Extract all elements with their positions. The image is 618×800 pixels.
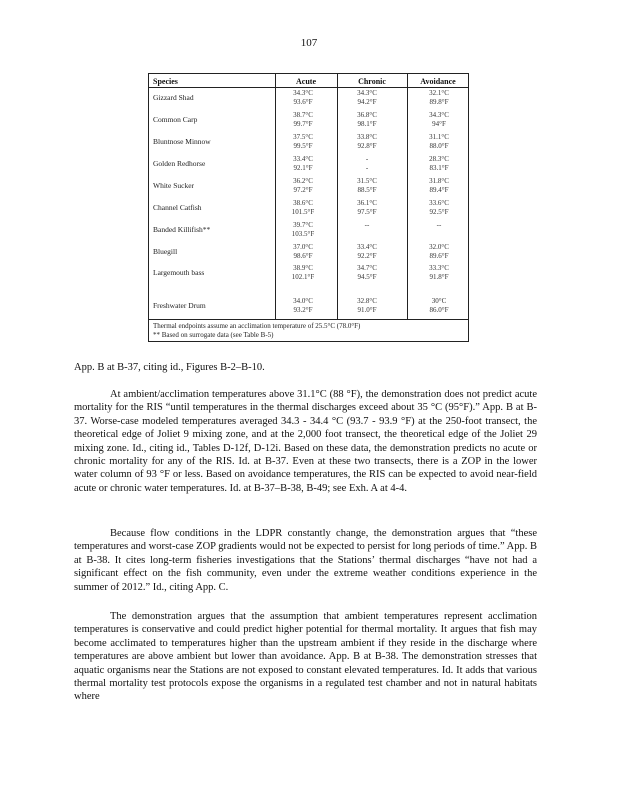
avoidance-value: 88.0°F [429,142,449,150]
avoidance-value: 31.8°C [429,177,449,185]
chronic-value: 97.5°F [357,208,377,216]
paragraph-citation: App. B at B-37, citing id., Figures B-2–B-10. [74,362,265,373]
chronic-value: 36.8°C [357,111,377,119]
avoidance-value: 28.3°C [429,155,449,163]
header-species: Species [153,77,178,86]
acute-value: 98.6°F [293,252,313,260]
chronic-value: 33.8°C [357,133,377,141]
acute-value: 34.0°C [293,297,313,305]
acute-value: 103.5°F [291,230,315,238]
avoidance-value: 33.6°C [429,199,449,207]
species-name: Golden Redhorse [153,159,206,168]
column-divider [407,74,408,319]
chronic-value: 91.0°F [357,306,377,314]
species-name: Channel Catfish [153,203,202,212]
acute-value: 92.1°F [293,164,313,172]
avoidance-value: 89.8°F [429,98,449,106]
species-name: Common Carp [153,115,198,124]
acute-value: 93.6°F [293,98,313,106]
avoidance-value: 32.0°C [429,243,449,251]
acute-value: 39.7°C [293,221,313,229]
species-name: Bluegill [153,247,178,256]
species-name: Largemouth bass [153,268,205,277]
header-chronic: Chronic [358,77,386,86]
paragraph-acclimation: The demonstration argues that the assumption that ambient temperatures represent acclimation temperatures is conservative and could predict higher potential for thermal mortality. It argues that fish may become acclimated to temperatures higher than the upstream ambient if they reside in the discharge where temperatures are above ambient but lower than avoidance. App. B at B-38. The demonstration stresses that aquatic organisms near the Stations are not exposed to constant elevated temperatures. Id. It adds that various thermal mortality test protocols expose the organisms in a regulated test chamber and not in natural habitats where [74,611,537,703]
acute-value: 38.7°C [293,111,313,119]
acute-value: 99.7°F [293,120,313,128]
acute-value: 36.2°C [293,177,313,185]
chronic-value: 94.2°F [357,98,377,106]
acute-value: 33.4°C [293,155,313,163]
paragraph-flow-conditions: Because flow conditions in the LDPR constantly change, the demonstration argues that “these temperatures and worst-case ZOP gradients would not be expected to persist for long periods of time.” App. B at B-38. It cites long-term fisheries investigations that the Stations’ thermal discharges “have not had a significant effect on the fish community, even under the extreme weather conditions experience in the summer of 2012.” Id., citing App. C. [74,528,537,593]
acute-value: 34.3°C [293,89,313,97]
chronic-value: 92.8°F [357,142,377,150]
chronic-value: - [365,164,369,172]
avoidance-value: 32.1°C [429,89,449,97]
avoidance-value: 30°C [431,297,447,305]
species-name: White Sucker [153,181,195,190]
header-acute: Acute [296,77,316,86]
avoidance-value: 83.1°F [429,164,449,172]
acute-value: 102.1°F [291,273,315,281]
table-note: Thermal endpoints assume an acclimation temperature of 25.5°C (78.0°F) [153,322,361,330]
acute-value: 97.2°F [293,186,313,194]
chronic-value: -- [364,221,370,229]
species-name: Banded Killifish** [153,225,211,234]
chronic-value: 98.1°F [357,120,377,128]
acute-value: 99.5°F [293,142,313,150]
thermal-endpoints-table [148,73,469,342]
header-avoidance: Avoidance [420,77,456,86]
page-number: 107 [300,37,318,49]
acute-value: 38.9°C [293,264,313,272]
chronic-value: 34.3°C [357,89,377,97]
chronic-value: 94.5°F [357,273,377,281]
acute-value: 38.6°C [293,199,313,207]
chronic-value: 31.5°C [357,177,377,185]
avoidance-value: 94°F [432,120,446,128]
avoidance-value: 92.5°F [429,208,449,216]
chronic-value: 36.1°C [357,199,377,207]
avoidance-value: 31.1°C [429,133,449,141]
chronic-value: 34.7°C [357,264,377,272]
avoidance-value: 89.6°F [429,252,449,260]
acute-value: 93.2°F [293,306,313,314]
acute-value: 37.0°C [293,243,313,251]
species-name: Gizzard Shad [153,93,194,102]
avoidance-value: 89.4°F [429,186,449,194]
avoidance-value: 91.8°F [429,273,449,281]
table-note: ** Based on surrogate data (see Table B-5) [153,331,274,339]
avoidance-value: -- [436,221,442,229]
species-name: Freshwater Drum [153,301,206,310]
chronic-value: - [365,155,369,163]
acute-value: 37.5°C [293,133,313,141]
avoidance-value: 33.3°C [429,264,449,272]
chronic-value: 92.2°F [357,252,377,260]
notes-divider [149,319,468,320]
header-divider [149,87,468,88]
acute-value: 101.5°F [291,208,315,216]
chronic-value: 88.5°F [357,186,377,194]
paragraph-acute-mortality: At ambient/acclimation temperatures above 31.1°C (88 °F), the demonstration does not predict acute mortality for the RIS “until temperatures in the thermal discharges exceed about 35 °C (95°F).” App. B at B-37. Worse-case modeled temperatures averaged 34.3 - 34.4 °C (93.7 - 93.9 °F) at the 250-foot transect, the theoretical edge of Joliet 9 mixing zone, and at the 2,000 foot transect, the theoretical edge of the Joliet 29 mixing zone. Id., citing id., Tables D-12f, D-12i. Based on these data, the demonstration predicts no acute or chronic mortality for any of the RIS. Id. at B-37. Even at these two transects, there is a ZOP in the lower water column of 93 °F or less. Based on avoidance temperatures, the RIS can be expected to avoid near-field acute or chronic water temperatures. Id. at B-37–B-38, B-49; see Exh. A at 4-4. [74,389,537,494]
avoidance-value: 86.0°F [429,306,449,314]
chronic-value: 32.8°C [357,297,377,305]
avoidance-value: 34.3°C [429,111,449,119]
species-name: Bluntnose Minnow [153,137,211,146]
chronic-value: 33.4°C [357,243,377,251]
